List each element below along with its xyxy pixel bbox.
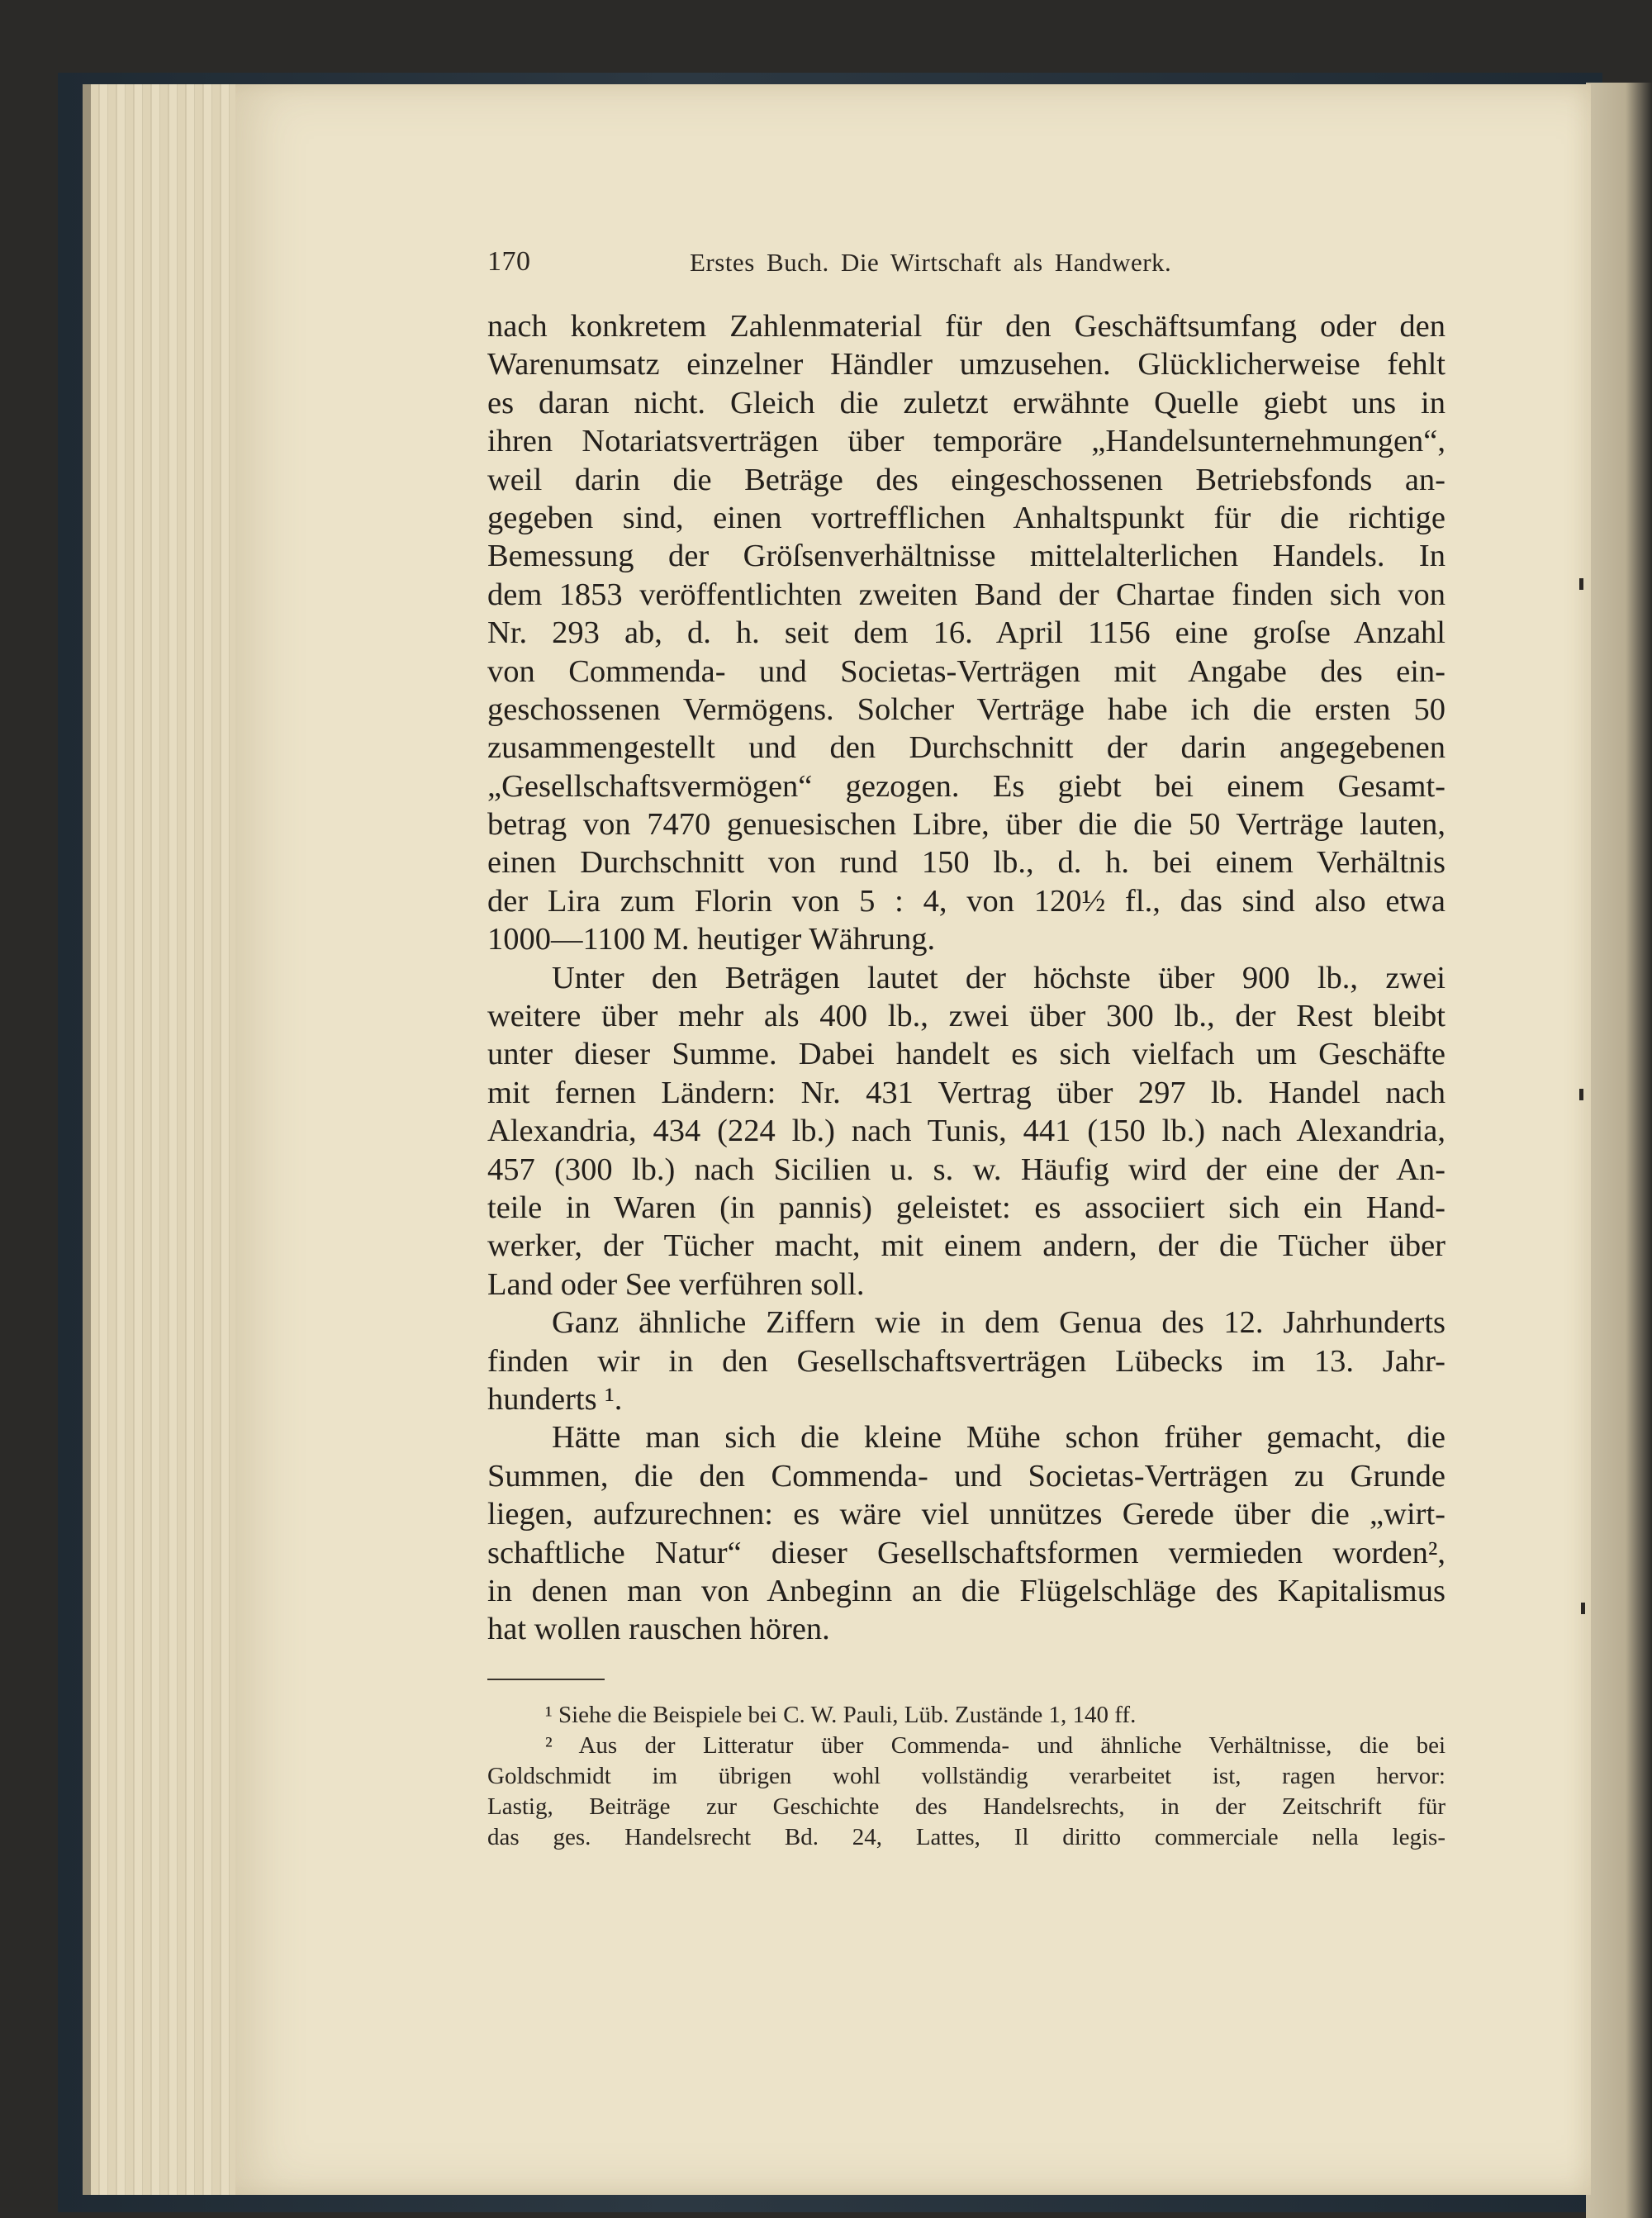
- body-line: liegen, aufzurechnen: es wäre viel unnützes Gerede über die „wirt-: [487, 1497, 1446, 1532]
- footnote-line: ² Aus der Litteratur über Commenda- und ähnliche Verhältnisse, die bei: [545, 1732, 1446, 1759]
- running-head: Erstes Buch. Die Wirtschaft als Handwerk.: [690, 248, 1172, 277]
- body-line: „Gesellschaftsvermögen“ gezogen. Es giebt bei einem Gesamt-: [487, 768, 1446, 804]
- body-line: Warenumsatz einzelner Händler umzusehen. Glücklicherweise fehlt: [487, 347, 1446, 382]
- body-line: Land oder See verführen soll.: [487, 1266, 865, 1302]
- body-line: Hätte man sich die kleine Mühe schon früher gemacht, die: [552, 1420, 1446, 1456]
- footnote-line: das ges. Handelsrecht Bd. 24, Lattes, Il diritto commerciale nella legis-: [487, 1824, 1446, 1850]
- margin-mark: [1581, 1603, 1585, 1614]
- footnote-rule: [487, 1679, 605, 1680]
- body-line: einen Durchschnitt von rund 150 lb., d. h. bei einem Verhältnis: [487, 845, 1446, 881]
- body-line: Summen, die den Commenda- und Societas-Verträgen zu Grunde: [487, 1458, 1446, 1494]
- page-header: [487, 246, 1446, 283]
- footnotes: [487, 1700, 1446, 1853]
- body-line: werker, der Tücher macht, mit einem andern, der die Tücher über: [487, 1228, 1446, 1264]
- next-page-edge: [1586, 83, 1652, 2218]
- body-line: hat wollen rauschen hören.: [487, 1612, 830, 1647]
- body-line: zusammengestellt und den Durchschnitt der darin angegebenen: [487, 730, 1446, 766]
- footnote-line: ¹ Siehe die Beispiele bei C. W. Pauli, Lüb. Zustände 1, 140 ff.: [545, 1702, 1137, 1728]
- body-line: dem 1853 veröffentlichten zweiten Band der Chartae finden sich von: [487, 577, 1446, 612]
- margin-mark: [1579, 578, 1583, 590]
- body-line: gegeben sind, einen vortrefflichen Anhaltspunkt für die richtige: [487, 500, 1446, 535]
- body-line: es daran nicht. Gleich die zuletzt erwähnte Quelle giebt uns in: [487, 385, 1446, 420]
- body-line: finden wir in den Gesellschaftsverträgen Lübecks im 13. Jahr-: [487, 1343, 1446, 1379]
- body-line: weil darin die Beträge des eingeschossenen Betriebsfonds an-: [487, 462, 1446, 497]
- margin-mark: [1579, 1089, 1583, 1100]
- body-line: von Commenda- und Societas-Verträgen mit Angabe des ein-: [487, 653, 1446, 689]
- footnote-line: Goldschmidt im übrigen wohl vollständig verarbeitet ist, ragen hervor:: [487, 1763, 1446, 1789]
- page-number: 170: [487, 246, 531, 277]
- body-line: unter dieser Summe. Dabei handelt es sich vielfach um Geschäfte: [487, 1037, 1446, 1072]
- body-line: nach konkretem Zahlenmaterial für den Geschäftsumfang oder den: [487, 309, 1446, 344]
- body-line: betrag von 7470 genuesischen Libre, über die die 50 Verträge lauten,: [487, 807, 1446, 843]
- body-line: 457 (300 lb.) nach Sicilien u. s. w. Häufig wird der eine der An-: [487, 1152, 1446, 1187]
- body-line: weitere über mehr als 400 lb., zwei über 300 lb., der Rest bleibt: [487, 999, 1446, 1034]
- body-line: der Lira zum Florin von 5 : 4, von 120½ fl., das sind also etwa: [487, 883, 1446, 919]
- page-leaf-edges: [91, 84, 235, 2195]
- body-line: Bemessung der Gröſsenverhältnisse mittelalterlichen Handels. In: [487, 539, 1446, 574]
- body-line: ihren Notariatsverträgen über temporäre „Handelsunternehmungen“,: [487, 424, 1446, 459]
- body-line: Unter den Beträgen lautet der höchste über 900 lb., zwei: [552, 960, 1446, 995]
- body-line: 1000—1100 M. heutiger Währung.: [487, 922, 936, 957]
- body-line: Nr. 293 ab, d. h. seit dem 16. April 1156 eine groſse Anzahl: [487, 615, 1446, 651]
- body-line: geschossenen Vermögens. Solcher Verträge habe ich die ersten 50: [487, 691, 1446, 727]
- body-line: in denen man von Anbeginn an die Flügelschläge des Kapitalismus: [487, 1573, 1446, 1608]
- body-line: Alexandria, 434 (224 lb.) nach Tunis, 441 (150 lb.) nach Alexandria,: [487, 1114, 1446, 1149]
- body-line: hunderts ¹.: [487, 1381, 623, 1417]
- body-line: schaftliche Natur“ dieser Gesellschaftsformen vermieden worden²,: [487, 1535, 1446, 1570]
- body-line: mit fernen Ländern: Nr. 431 Vertrag über 297 lb. Handel nach: [487, 1075, 1446, 1110]
- body-line: teile in Waren (in pannis) geleistet: es associiert sich ein Hand-: [487, 1190, 1446, 1225]
- body-text: [487, 307, 1446, 1649]
- footnote-line: Lastig, Beiträge zur Geschichte des Handelsrechts, in der Zeitschrift für: [487, 1793, 1446, 1820]
- body-line: Ganz ähnliche Ziffern wie in dem Genua des 12. Jahrhunderts: [552, 1305, 1446, 1341]
